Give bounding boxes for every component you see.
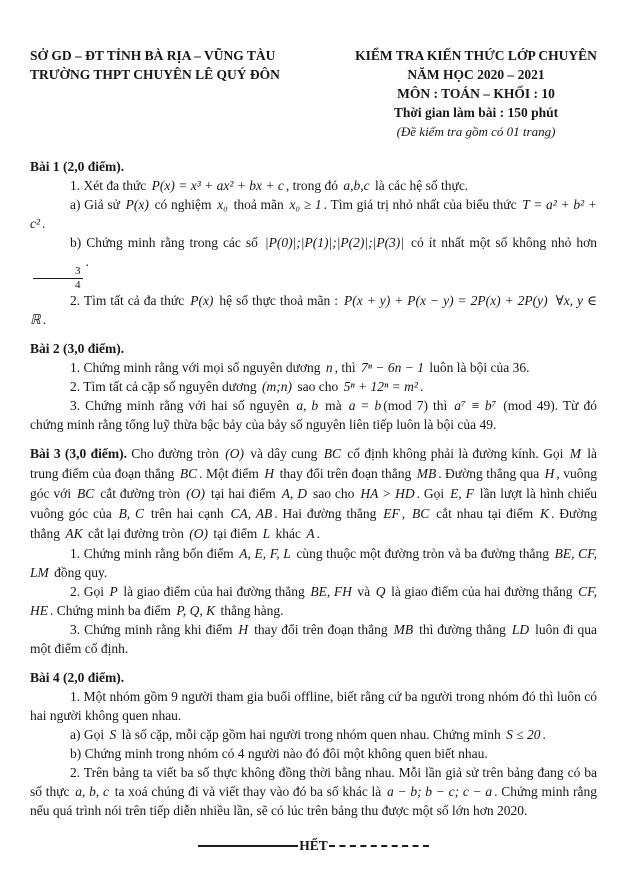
text-segment: thì đường thẳng bbox=[415, 622, 510, 637]
text-segment: mà bbox=[320, 398, 347, 413]
text-segment: , bbox=[401, 506, 410, 521]
problem-1 bbox=[30, 157, 597, 329]
text-segment: b) Chứng minh trong nhóm có 4 người nào đó đôi một không quen biết nhau. bbox=[70, 746, 488, 761]
text-segment: a) Giả sử bbox=[70, 197, 124, 212]
bold-segment: Bài 1 (2,0 điểm). bbox=[30, 159, 125, 174]
text-segment: khác bbox=[272, 526, 305, 541]
text-segment: . bbox=[85, 254, 89, 269]
math-segment: T = a² + b² + c² bbox=[30, 197, 597, 231]
text-segment: cùng thuộc một đường tròn và ba đường thẳng bbox=[292, 546, 553, 561]
math-segment: ∀x, y ∈ ℝ bbox=[30, 293, 598, 327]
text-segment: tại điểm bbox=[209, 526, 261, 541]
text-segment: thẳng hàng. bbox=[217, 603, 284, 618]
problem-4-title bbox=[30, 668, 597, 687]
math-segment: BC bbox=[179, 466, 198, 481]
text-segment: b) Chứng minh rằng trong các số bbox=[70, 235, 263, 250]
problem-2-title bbox=[30, 339, 597, 358]
text-segment: đồng quy. bbox=[50, 565, 108, 580]
text-segment: 2. Tìm tất cả cặp số nguyên dương bbox=[70, 379, 261, 394]
math-segment: MB bbox=[416, 466, 437, 481]
text-segment: ta xoá chúng đi và viết thay vào đó ba số khác là bbox=[110, 784, 386, 799]
text-segment: 1. Một nhóm gồm 9 người tham gia buổi offline, biết rằng cứ ba người trong nhóm đó thì luôn có hai người không quen nhau. bbox=[30, 689, 597, 723]
text-segment: , trong đó bbox=[285, 178, 342, 193]
text-segment: có nghiệm bbox=[150, 197, 216, 212]
problem-3-statement bbox=[30, 444, 597, 544]
problem-4-item-1a bbox=[30, 725, 597, 744]
math-segment: BC bbox=[77, 486, 95, 501]
math-segment: MB bbox=[393, 622, 414, 637]
text-segment: . Đường thẳng bbox=[30, 506, 598, 541]
math-segment: E, F bbox=[450, 486, 474, 501]
math-segment: BE, CF, LM bbox=[30, 546, 597, 580]
duration: Thời gian làm bài : 150 phút bbox=[393, 105, 559, 120]
math-segment: a⁷ ≡ b⁷ bbox=[454, 398, 497, 413]
text-segment: thay đổi trên đoạn thẳng bbox=[276, 466, 415, 481]
problem-1-item-1 bbox=[30, 176, 597, 195]
problem-2-item-2 bbox=[30, 377, 597, 396]
math-segment: LD bbox=[511, 622, 530, 637]
math-segment: A, E, F, L bbox=[239, 546, 291, 561]
issuing-authority-block bbox=[30, 46, 330, 84]
math-segment: x₀ bbox=[217, 197, 228, 212]
text-segment: . bbox=[42, 216, 46, 231]
text-segment: luôn đi qua một điểm cố định. bbox=[30, 622, 598, 656]
problem-4-item-1b bbox=[30, 744, 597, 763]
text-segment: có ít nhất một số không nhỏ hơn bbox=[406, 235, 597, 250]
math-segment: a, b, c bbox=[75, 784, 109, 799]
text-segment: (mod 7) thì bbox=[383, 398, 453, 413]
problem-4 bbox=[30, 668, 597, 820]
text-segment: . Một điểm bbox=[199, 466, 263, 481]
bold-segment: Bài 2 (3,0 điểm). bbox=[30, 341, 125, 356]
text-segment: . Đường thẳng qua bbox=[438, 466, 543, 481]
math-segment: x₀ ≥ 1 bbox=[289, 197, 322, 212]
text-segment: , vuông góc với bbox=[30, 466, 598, 501]
math-segment: K bbox=[540, 506, 550, 521]
math-segment: n bbox=[325, 360, 333, 375]
text-segment: và bbox=[353, 584, 374, 599]
text-segment: . bbox=[419, 379, 424, 394]
problem-2 bbox=[30, 339, 597, 434]
math-segment: a,b,c bbox=[343, 178, 370, 193]
math-segment: BC bbox=[412, 506, 430, 521]
text-segment: . bbox=[316, 526, 320, 541]
math-segment: (O) bbox=[186, 486, 205, 501]
text-segment: là giao điểm của hai đường thẳng bbox=[387, 584, 577, 599]
math-segment: CF, HE bbox=[30, 584, 597, 618]
text-segment: cố định không phải là đường kính. Gọi bbox=[342, 446, 568, 461]
problem-3 bbox=[30, 444, 597, 658]
math-segment: P(x) bbox=[190, 293, 214, 308]
text-segment: Cho đường tròn bbox=[126, 446, 224, 461]
text-segment: 1. Chứng minh rằng với mọi số nguyên dương bbox=[70, 360, 324, 375]
text-segment: trên hai cạnh bbox=[146, 506, 229, 521]
text-segment: 2. Gọi bbox=[70, 584, 108, 599]
math-segment: AK bbox=[65, 526, 83, 541]
math-segment: A bbox=[306, 526, 315, 541]
text-segment: 1. Chứng minh rằng bốn điểm bbox=[70, 546, 238, 561]
text-segment: tại hai điểm bbox=[206, 486, 280, 501]
end-of-exam-row bbox=[30, 838, 597, 854]
text-segment: cắt đường tròn bbox=[96, 486, 185, 501]
text-segment: . Tìm giá trị nhỏ nhất của biểu thức bbox=[323, 197, 521, 212]
text-segment: (mod 49). Từ đó chứng minh rằng tổng luỹ thừa bậc bảy của bảy số nguyên liên tiếp luôn là bội của 49. bbox=[30, 398, 597, 432]
bold-segment: Bài 4 (2,0 điểm). bbox=[30, 670, 125, 685]
math-segment: S ≤ 20 bbox=[506, 727, 541, 742]
math-segment: A, D bbox=[281, 486, 308, 501]
problem-2-item-1 bbox=[30, 358, 597, 377]
text-segment: lần lượt là hình chiếu vuông góc của bbox=[30, 486, 597, 521]
math-segment: BE, FH bbox=[310, 584, 352, 599]
fraction-numerator: 3 bbox=[33, 266, 83, 279]
math-segment: H bbox=[544, 466, 555, 481]
text-segment: a) Gọi bbox=[70, 727, 108, 742]
text-segment: . Hai đường thẳng bbox=[274, 506, 382, 521]
problem-3-item-3 bbox=[30, 620, 597, 658]
text-segment: . Gọi bbox=[416, 486, 449, 501]
problem-3-item-1 bbox=[30, 544, 597, 582]
problem-1-item-1b bbox=[30, 233, 597, 291]
problem-2-item-3 bbox=[30, 396, 597, 434]
end-divider-left bbox=[198, 845, 298, 847]
text-segment: luôn là bội của 36. bbox=[426, 360, 530, 375]
text-segment: là trung điểm của đoạn thẳng bbox=[30, 446, 598, 481]
problem-1-item-1a bbox=[30, 195, 597, 233]
problem-3-item-2 bbox=[30, 582, 597, 620]
text-segment: sao cho bbox=[294, 379, 342, 394]
text-segment: là các hệ số thực. bbox=[371, 178, 469, 193]
math-segment: H bbox=[238, 622, 249, 637]
text-segment: . Chứng minh rằng nếu quá trình nói trên tiếp diễn nhiều lần, sẽ có lúc trên bảng thu được một số lớn hơn 2020. bbox=[30, 784, 597, 818]
page-count-note: (Đề kiểm tra gồm có 01 trang) bbox=[396, 124, 556, 139]
math-segment: M bbox=[569, 446, 581, 461]
math-segment: (O) bbox=[225, 446, 244, 461]
math-segment: CA, AB bbox=[230, 506, 273, 521]
bold-segment: Bài 3 (3,0 điểm). bbox=[30, 446, 127, 461]
school-year: NĂM HỌC 2020 – 2021 bbox=[407, 67, 545, 82]
text-segment: hệ số thực thoả mãn : bbox=[215, 293, 342, 308]
math-segment: HA > HD bbox=[360, 486, 415, 501]
text-segment: là giao điểm của hai đường thẳng bbox=[119, 584, 309, 599]
document-header bbox=[30, 46, 597, 141]
text-segment: , thì bbox=[334, 360, 360, 375]
math-segment: 5ⁿ + 12ⁿ = m² bbox=[343, 379, 418, 394]
math-segment: EF bbox=[383, 506, 400, 521]
problem-4-item-2 bbox=[30, 763, 597, 820]
end-divider-right bbox=[329, 845, 429, 847]
text-segment: sao cho bbox=[309, 486, 359, 501]
math-segment: a = b bbox=[348, 398, 382, 413]
math-segment: P, Q, K bbox=[176, 603, 216, 618]
exam-body bbox=[30, 157, 597, 854]
text-segment bbox=[550, 293, 554, 308]
text-segment: thoả mãn bbox=[229, 197, 288, 212]
text-segment: là số cặp, mỗi cặp gồm hai người trong nhóm quen nhau. Chứng minh bbox=[118, 727, 505, 742]
subject-grade: MÔN : TOÁN – KHỐI : 10 bbox=[397, 86, 555, 101]
math-segment: BC bbox=[323, 446, 341, 461]
text-segment: 1. Xét đa thức bbox=[70, 178, 150, 193]
math-segment: S bbox=[109, 727, 117, 742]
fraction bbox=[33, 266, 83, 291]
exam-title: KIỂM TRA KIẾN THỨC LỚP CHUYÊN bbox=[355, 48, 597, 63]
authority-line-2: TRƯỜNG THPT CHUYÊN LÊ QUÝ ĐÔN bbox=[30, 67, 280, 82]
text-segment: cắt nhau tại điểm bbox=[431, 506, 539, 521]
text-segment: . bbox=[542, 727, 546, 742]
math-segment: P(x + y) + P(x − y) = 2P(x) + 2P(y) bbox=[344, 293, 548, 308]
math-segment: (m;n) bbox=[262, 379, 293, 394]
authority-line-1: SỞ GD – ĐT TỈNH BÀ RỊA – VŨNG TÀU bbox=[30, 48, 276, 63]
fraction-denominator: 4 bbox=[75, 279, 81, 291]
math-segment: P(x) = x³ + ax² + bx + c bbox=[151, 178, 284, 193]
text-segment: 3. Chứng minh rằng với hai số nguyên bbox=[70, 398, 295, 413]
exam-title-block bbox=[355, 46, 597, 141]
text-segment: thay đổi trên đoạn thẳng bbox=[250, 622, 392, 637]
text-segment: . bbox=[42, 312, 47, 327]
text-segment: và dây cung bbox=[245, 446, 322, 461]
math-segment: |P(0)|;|P(1)|;|P(2)|;|P(3)| bbox=[264, 235, 405, 250]
text-segment: 2. Tìm tất cả đa thức bbox=[70, 293, 189, 308]
text-segment: 3. Chứng minh rằng khi điểm bbox=[70, 622, 237, 637]
math-segment: L bbox=[262, 526, 271, 541]
math-segment: a, b bbox=[296, 398, 319, 413]
text-segment: cắt lại đường tròn bbox=[84, 526, 188, 541]
math-segment: H bbox=[264, 466, 275, 481]
math-segment: B, C bbox=[118, 506, 145, 521]
text-segment: . Chứng minh ba điểm bbox=[50, 603, 175, 618]
math-segment: 7ⁿ − 6n − 1 bbox=[361, 360, 425, 375]
math-segment: P(x) bbox=[125, 197, 149, 212]
problem-4-item-1 bbox=[30, 687, 597, 725]
text-segment: 2. Trên bảng ta viết ba số thực không đồng thời bằng nhau. Mỗi lần giả sử trên bảng đang có ba số thực bbox=[30, 765, 597, 799]
math-segment: (O) bbox=[189, 526, 208, 541]
end-label: HẾT bbox=[299, 838, 328, 853]
math-segment: Q bbox=[375, 584, 386, 599]
math-segment: a − b; b − c; c − a bbox=[387, 784, 493, 799]
problem-1-item-2 bbox=[30, 291, 597, 329]
problem-1-title bbox=[30, 157, 597, 176]
math-segment: P bbox=[109, 584, 118, 599]
